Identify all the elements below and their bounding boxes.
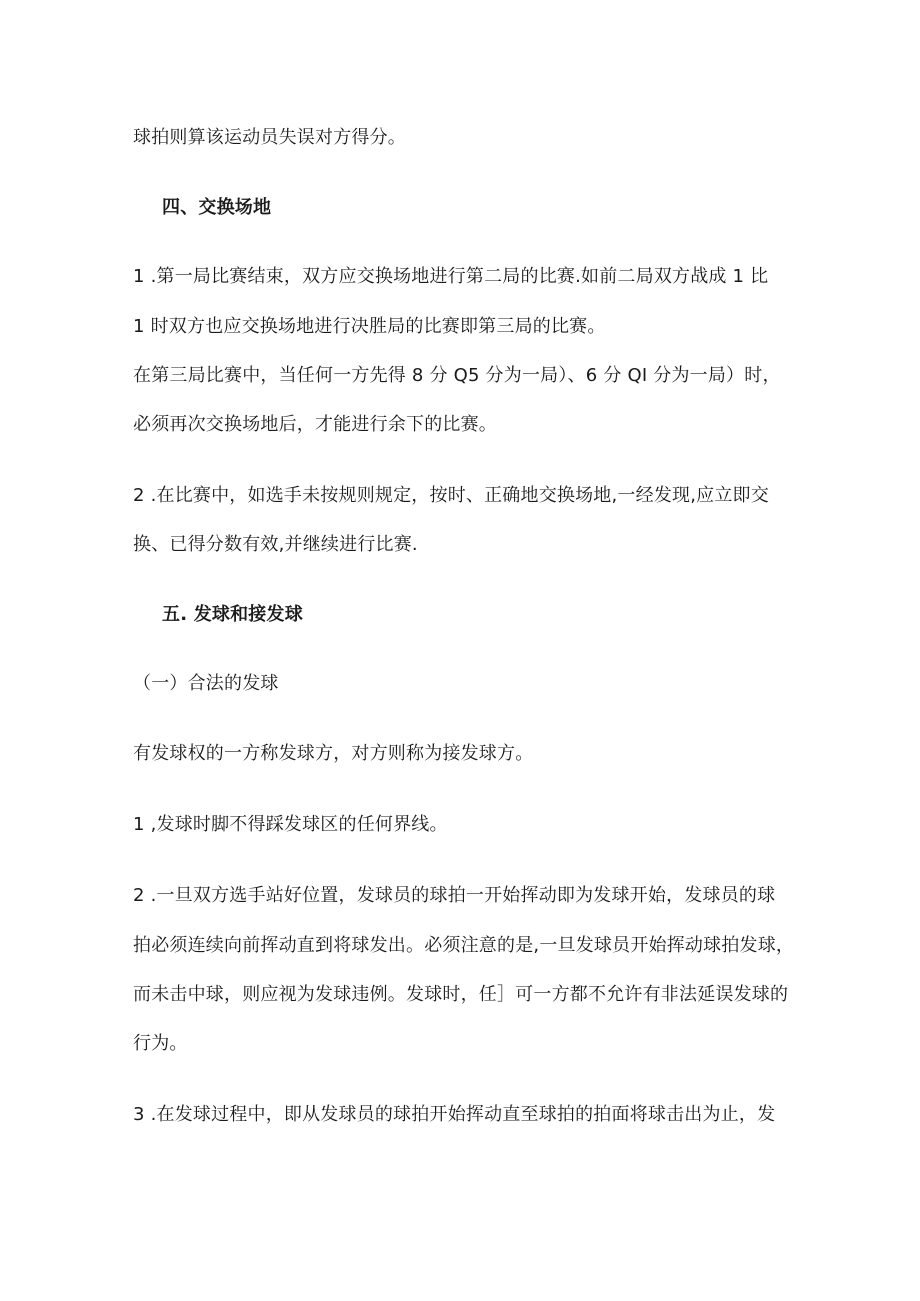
paragraph-2-line-2: 换、已得分数有效,并继续进行比赛. bbox=[133, 534, 418, 555]
rule-2-line-2: 拍必须连续向前挥动直到将球发出。必须注意的是,一旦发球员开始挥动球拍发球， bbox=[133, 935, 795, 956]
rule-2-line-4: 行为。 bbox=[133, 1033, 188, 1054]
definition-line: 有发球权的一方称发球方，对方则称为接发球方。 bbox=[133, 743, 534, 764]
rule-2-line-1: 2 .一旦双方选手站好位置，发球员的球拍一开始挥动即为发球开始，发球员的球 bbox=[133, 885, 776, 906]
paragraph-2-line-1: 2 .在比赛中，如选手未按规则规定，按时、正确地交换场地,一经发现,应立即交 bbox=[133, 485, 769, 506]
paragraph-1-line-1: 1 .第一局比赛结束，双方应交换场地进行第二局的比赛.如前二局双方战成 1 比 bbox=[133, 266, 769, 287]
text-line-1: 球拍则算该运动员失误对方得分。 bbox=[133, 127, 406, 148]
paragraph-1-line-3: 在第三局比赛中，当任何一方先得 8 分 Q5 分为一局）、6 分 QI 分为一局）时， bbox=[133, 365, 781, 386]
paragraph-1-line-4: 必须再次交换场地后，才能进行余下的比赛。 bbox=[133, 414, 497, 435]
rule-2-line-3: 而未击中球，则应视为发球违例。发球时，任］可一方都不允许有非法延误发球的 bbox=[133, 984, 789, 1005]
section-heading-change-court: 四、交换场地 bbox=[162, 197, 272, 218]
subheading-legal-serve: （一）合法的发球 bbox=[133, 673, 279, 694]
paragraph-1-line-2: 1 时双方也应交换场地进行决胜局的比赛即第三局的比赛。 bbox=[133, 316, 606, 337]
rule-3-line-1: 3 .在发球过程中，即从发球员的球拍开始挥动直至球拍的拍面将球击出为止，发 bbox=[133, 1104, 776, 1125]
rule-1-line: 1 ,发球时脚不得踩发球区的任何界线。 bbox=[133, 814, 448, 835]
section-heading-serve: 五. 发球和接发球 bbox=[162, 604, 303, 625]
